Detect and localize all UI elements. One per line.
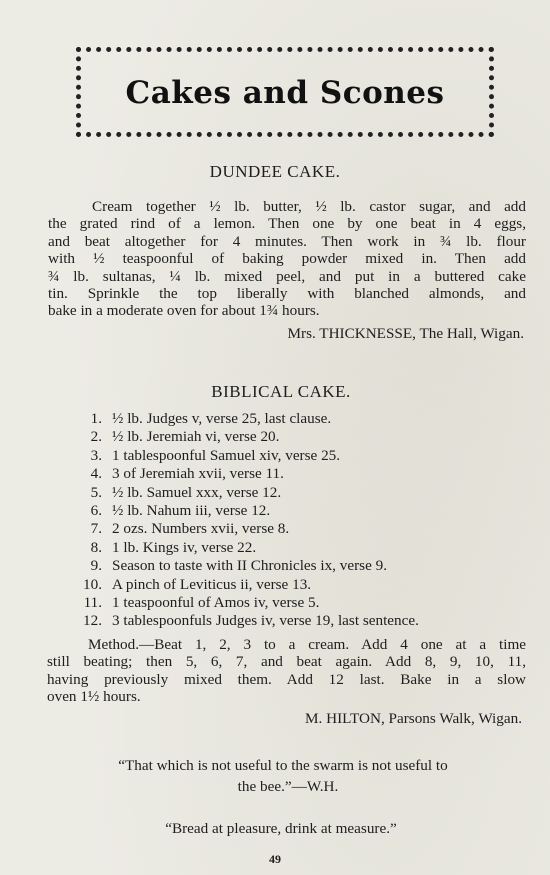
page-title: Cakes and Scones <box>125 75 445 111</box>
title-frame <box>76 47 494 137</box>
dundee-cake-recipe <box>48 198 526 320</box>
list-item: 11. 1 teaspoonful of Amos iv, verse 5. <box>83 593 320 611</box>
list-item: 6. ½ lb. Nahum iii, verse 12. <box>90 501 271 519</box>
swarm-quote: “That which is not useful to the swarm is not useful to the bee.”—W.H. <box>118 757 448 795</box>
list-item: 12. 3 tablespoonfuls Judges iv, verse 19, last sentence. <box>83 612 419 630</box>
dundee-cake-signature: Mrs. THICKNESSE, The Hall, Wigan. <box>287 325 524 342</box>
recipe-line: the grated rind of a lemon. Then one by one beat in 4 eggs, <box>48 215 526 233</box>
method-line: Method.—Beat 1, 2, 3 to a cream. Add 4 one at a time <box>88 636 526 653</box>
dundee-cake-heading: DUNDEE CAKE. <box>209 162 341 181</box>
list-item: 5. ½ lb. Samuel xxx, verse 12. <box>90 483 282 501</box>
list-item: 8. 1 lb. Kings iv, verse 22. <box>90 538 257 556</box>
biblical-ingredients-list <box>72 410 419 631</box>
recipe-line: tin. Sprinkle the top liberally with blanched almonds, and <box>48 285 526 303</box>
biblical-cake-signature: M. HILTON, Parsons Walk, Wigan. <box>305 710 522 727</box>
recipe-line: and beat altogether for 4 minutes. Then work in ¾ lb. flour <box>48 232 526 250</box>
list-item: 4. 3 of Jeremiah xvii, verse 11. <box>90 465 284 483</box>
recipe-line: Cream together ½ lb. butter, ½ lb. castor sugar, and add <box>92 198 526 215</box>
method-line: oven 1½ hours. <box>47 688 141 706</box>
bread-quote: “Bread at pleasure, drink at measure.” <box>165 820 397 837</box>
method-line: having previously mixed them. Add 12 last. Bake in a slow <box>47 670 526 688</box>
recipe-line: ¾ lb. sultanas, ¼ lb. mixed peel, and put in a buttered cake <box>48 267 526 285</box>
page-number: 49 <box>269 852 281 866</box>
list-item: 9. Season to taste with II Chronicles ix, verse 9. <box>90 557 388 575</box>
biblical-cake-heading: BIBLICAL CAKE. <box>211 382 351 401</box>
list-item: 10. A pinch of Leviticus ii, verse 13. <box>83 575 312 593</box>
recipe-line: with ½ teaspoonful of baking powder mixed in. Then add <box>48 250 526 268</box>
list-item: 3. 1 tablespoonful Samuel xiv, verse 25. <box>90 446 341 464</box>
list-item: 1. ½ lb. Judges v, verse 25, last clause. <box>90 410 332 427</box>
biblical-cake-method <box>47 636 526 706</box>
recipe-line: bake in a moderate oven for about 1¾ hours. <box>48 302 320 320</box>
list-item: 2. ½ lb. Jeremiah vi, verse 20. <box>90 428 280 446</box>
list-item: 7. 2 ozs. Numbers xvii, verse 8. <box>90 520 290 538</box>
method-line: still beating; then 5, 6, 7, and beat again. Add 8, 9, 10, 11, <box>47 653 526 671</box>
